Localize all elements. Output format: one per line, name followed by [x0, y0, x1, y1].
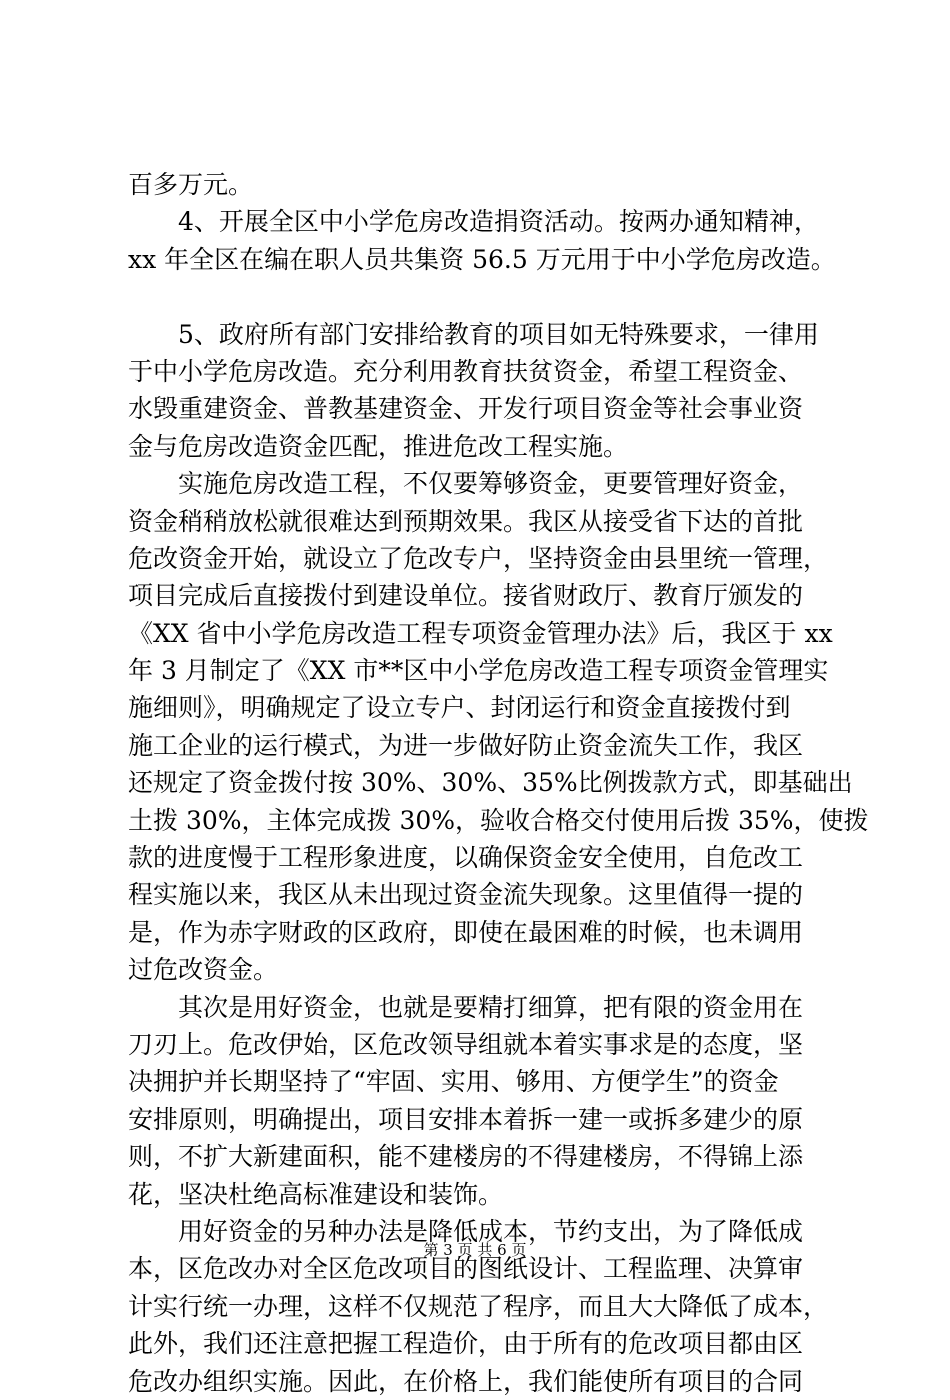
paragraph-line: 金与危房改造资金匹配，推进危改工程实施。: [128, 431, 629, 461]
paragraph-line: 危改办组织实施。因此，在价格上，我们能使所有项目的合同: [128, 1366, 804, 1396]
paragraph-line: 资金稍稍放松就很难达到预期效果。我区从接受省下达的首批: [128, 506, 804, 536]
paragraph-line: 百多万元。: [128, 170, 254, 199]
paragraph-line: 是，作为赤字财政的区政府，即使在最困难的时候，也未调用: [128, 917, 804, 947]
paragraph-line: 用好资金的另种办法是降低成本，节约支出，为了降低成: [178, 1216, 804, 1246]
paragraph-line: 安排原则，明确提出，项目安排本着拆一建一或拆多建少的原: [128, 1104, 804, 1134]
paragraph-line: 水毁重建资金、普教基建资金、开发行项目资金等社会事业资: [128, 394, 804, 424]
document-body: [128, 166, 869, 1400]
paragraph-line: 危改资金开始，就设立了危改专户，坚持资金由县里统一管理，: [128, 543, 829, 573]
paragraph-line: 于中小学危房改造。充分利用教育扶贫资金，希望工程资金、: [128, 356, 804, 386]
page-footer: 第 3 页 共 6 页: [423, 1241, 527, 1259]
paragraph-line: 决拥护并长期坚持了“牢固、实用、够用、方便学生”的资金: [128, 1067, 779, 1097]
paragraph-line: 施工企业的运行模式，为进一步做好防止资金流失工作，我区: [128, 730, 804, 760]
paragraph-line: 过危改资金。: [128, 955, 279, 985]
paragraph-line: 项目完成后直接拨付到建设单位。接省财政厅、教育厅颁发的: [128, 581, 804, 611]
paragraph-line: 花，坚决杜绝高标准建设和装饰。: [128, 1179, 504, 1209]
paragraph-line: 施细则》，明确规定了设立专户、封闭运行和资金直接拨付到: [128, 693, 791, 723]
paragraph-line: 此外，我们还注意把握工程造价，由于所有的危改项目都由区: [128, 1329, 804, 1359]
paragraph-line: 实施危房改造工程，不仅要筹够资金，更要管理好资金，: [178, 469, 804, 499]
paragraph-line: 款的进度慢于工程形象进度，以确保资金安全使用，自危改工: [128, 843, 804, 873]
paragraph-line: 4、开展全区中小学危房改造捐资活动。按两办通知精神，: [178, 207, 819, 237]
paragraph-line: 计实行统一办理，这样不仅规范了程序，而且大大降低了成本，: [128, 1291, 829, 1321]
paragraph-line: 程实施以来，我区从未出现过资金流失现象。这里值得一提的: [128, 880, 804, 910]
paragraph-line: 土拨 30%，主体完成拨 30%，验收合格交付使用后拨 35%，使拨: [128, 805, 869, 835]
paragraph-gap: [128, 278, 832, 315]
paragraph-line: 则，不扩大新建面积，能不建楼房的不得建楼房，不得锦上添: [128, 1142, 804, 1172]
paragraph-line: 还规定了资金拨付按 30%、30%、35%比例拨款方式，即基础出: [128, 768, 853, 798]
paragraph-line: xx 年全区在编在职人员共集资 56.5 万元用于中小学危房改造。: [128, 244, 836, 274]
paragraph-line: 5、政府所有部门安排给教育的项目如无特殊要求，一律用: [178, 319, 819, 349]
paragraph-line: 刀刃上。危改伊始，区危改领导组就本着实事求是的态度，坚: [128, 1029, 804, 1059]
paragraph-line: 年 3 月制定了《XX 市**区中小学危房改造工程专项资金管理实: [128, 656, 829, 686]
paragraph-line: 本，区危改办对全区危改项目的图纸设计、工程监理、决算审: [128, 1254, 804, 1284]
paragraph-line: 《XX 省中小学危房改造工程专项资金管理办法》后，我区于 xx: [128, 618, 833, 648]
paragraph-line: 其次是用好资金，也就是要精打细算，把有限的资金用在: [178, 992, 804, 1022]
